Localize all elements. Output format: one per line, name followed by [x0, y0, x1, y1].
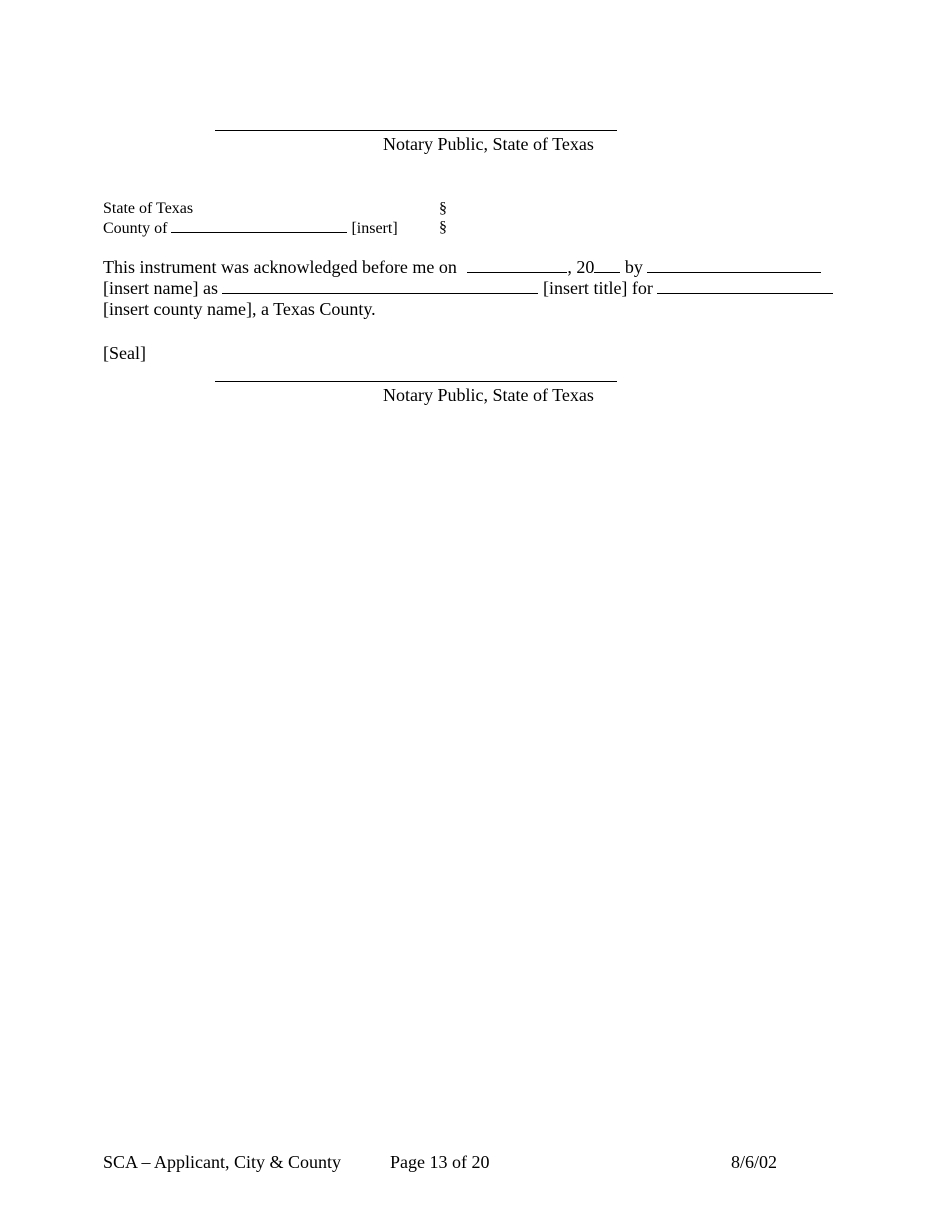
signature-line-2	[215, 381, 617, 382]
year-blank	[594, 258, 620, 273]
ack-line-1	[103, 257, 821, 278]
signature-caption-2: Notary Public, State of Texas	[383, 385, 594, 405]
footer-left: SCA – Applicant, City & County	[103, 1152, 342, 1172]
section-mark-2: §	[439, 219, 447, 236]
signature-caption-1: Notary Public, State of Texas	[383, 134, 594, 154]
signature-line-1	[215, 130, 617, 131]
county-label: County of	[103, 220, 168, 237]
ack-line1-prefix: This instrument was acknowledged before me on	[103, 257, 457, 277]
by-blank	[647, 258, 821, 273]
footer-page-number: Page 13 of 20	[390, 1152, 490, 1172]
county-blank	[171, 218, 347, 233]
state-label: State of Texas	[103, 200, 194, 217]
ack-line-2	[103, 278, 833, 299]
ack-by: by	[624, 257, 643, 277]
ack-line2-prefix: [insert name] as	[103, 278, 218, 298]
ack-line-3: [insert county name], a Texas County.	[103, 299, 376, 319]
section-mark-1: §	[439, 200, 447, 217]
as-blank	[222, 279, 538, 294]
for-blank	[657, 279, 833, 294]
footer-date: 8/6/02	[731, 1152, 778, 1172]
county-suffix: [insert]	[351, 220, 398, 237]
seal-label: [Seal]	[103, 343, 146, 363]
date-blank	[467, 258, 567, 273]
county-line	[103, 218, 398, 238]
ack-year-prefix: , 20	[567, 257, 595, 277]
ack-line2-title: [insert title] for	[542, 278, 653, 298]
